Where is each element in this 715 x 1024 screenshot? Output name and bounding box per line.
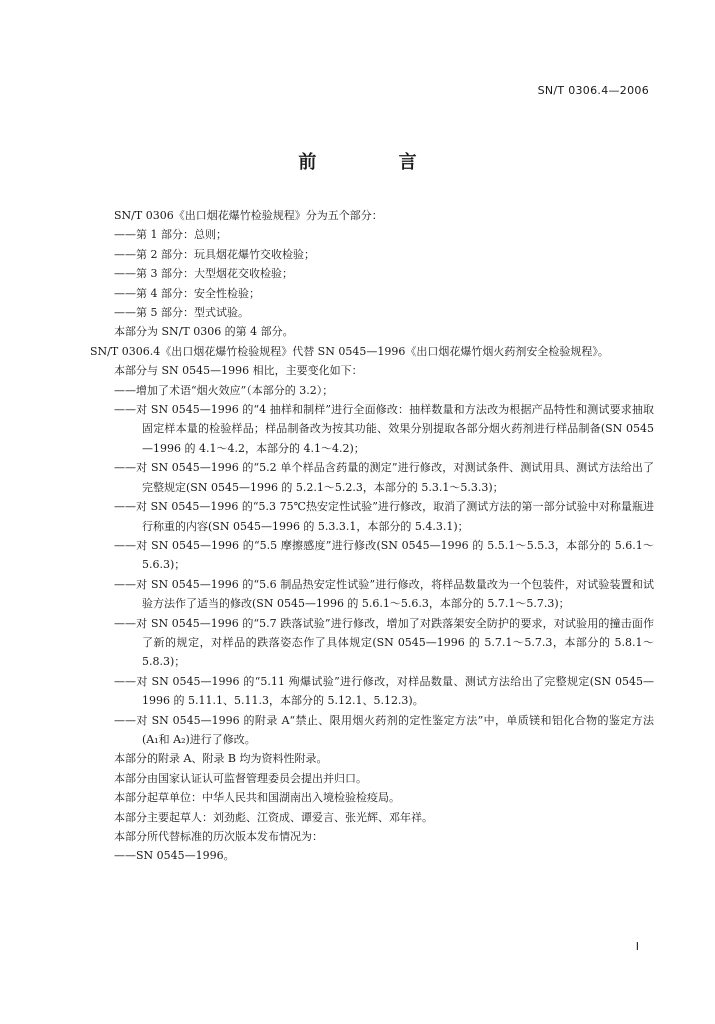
list-item: ——增加了术语“烟火效应”（本部分的 3.2）； <box>114 383 334 397</box>
list-item: ——第 4 部分：安全性检验； <box>114 286 260 300</box>
paragraph: 本部分所代替标准的历次版本发布情况为： <box>114 830 323 843</box>
list-item: ——对 SN 0545—1996 的“5.5 摩擦感度”进行修改(SN 0545—1996 的 5.5.1～5.5.3，本部分的 5.6.1～5.6.3)； <box>114 538 654 572</box>
page-number: I <box>635 940 639 953</box>
list-item: ——第 2 部分：玩具烟花爆竹交收检验； <box>114 247 315 261</box>
page-title: 前 言 <box>298 152 455 173</box>
list-item: ——SN 0545—1996。 <box>114 849 235 863</box>
list-item: ——对 SN 0545—1996 的“5.6 制品热安定性试验”进行修改，将样品数量改为一个包装件，对试验装置和试验方法作了适当的修改(SN 0545—1996 的 5.6.1～5.6.3，本部分的 5.7.1～5.7.3)； <box>114 577 654 611</box>
list-item: ——对 SN 0545—1996 的“5.11 殉爆试验”进行修改，对样品数量、测试方法给出了完整规定(SN 0545—1996 的 5.11.1、5.11.3，本部分的 5.12.1、5.12.3)。 <box>114 674 654 708</box>
list-item: ——对 SN 0545—1996 的“4 抽样和制样”进行全面修改：抽样数量和方法改为根据产品特性和测试要求抽取固定样本量的检验样品；样品制备改为按其功能、效果分别提取各部分烟火药剂进行样品制备(SN 0545—1996 的 4.1～4.2，本部分的 4.1～4.2)； <box>114 403 654 455</box>
standard-code: SN/T 0306.4—2006 <box>537 84 649 97</box>
paragraph: 本部分起草单位：中华人民共和国湖南出入境检验检疫局。 <box>114 791 400 805</box>
paragraph: SN/T 0306《出口烟花爆竹检验规程》分为五个部分： <box>114 209 383 222</box>
paragraph: 本部分为 SN/T 0306 的第 4 部分。 <box>114 325 294 339</box>
list-item: ——第 5 部分：型式试验。 <box>114 306 249 320</box>
list-item: ——对 SN 0545—1996 的“5.2 单个样品含药量的测定”进行修改，对测试条件、测试用具、测试方法给出了完整规定(SN 0545—1996 的 5.2.1～5.2.3，本部分的 5.3.1～5.3.3)； <box>114 461 654 494</box>
paragraph: 本部分主要起草人：刘劲彪、江资成、谭爱言、张光辉、邓年祥。 <box>114 810 433 824</box>
foreword-body <box>90 206 654 866</box>
list-item: ——对 SN 0545—1996 的附录 A“禁止、限用烟火药剂的定性鉴定方法”中，单质镁和铝化合物的鉴定方法(A₁和 A₂)进行了修改。 <box>114 713 654 746</box>
paragraph: 本部分由国家认证认可监督管理委员会提出并归口。 <box>114 771 367 785</box>
list-item: ——第 1 部分：总则； <box>114 228 227 242</box>
list-item: ——对 SN 0545—1996 的“5.3 75℃热安定性试验”进行修改，取消了测试方法的第一部分试验中对称量瓶进行称重的内容(SN 0545—1996 的 5.3.3.1，本部分的 5.4.3.1)； <box>114 500 654 533</box>
paragraph: SN/T 0306.4《出口烟花爆竹检验规程》代替 SN 0545—1996《出口烟花爆竹烟火药剂安全检验规程》。 <box>90 344 609 358</box>
list-item: ——对 SN 0545—1996 的“5.7 跌落试验”进行修改，增加了对跌落架安全防护的要求，对试验用的撞击面作了新的规定，对样品的跌落姿态作了具体规定(SN 0545—1996 的 5.7.1～5.7.3，本部分的 5.8.1～5.8.3)； <box>114 616 654 669</box>
paragraph: 本部分与 SN 0545—1996 相比，主要变化如下： <box>114 364 363 378</box>
paragraph: 本部分的附录 A、附录 B 均为资料性附录。 <box>114 752 328 766</box>
list-item: ——第 3 部分：大型烟花交收检验； <box>114 267 293 281</box>
